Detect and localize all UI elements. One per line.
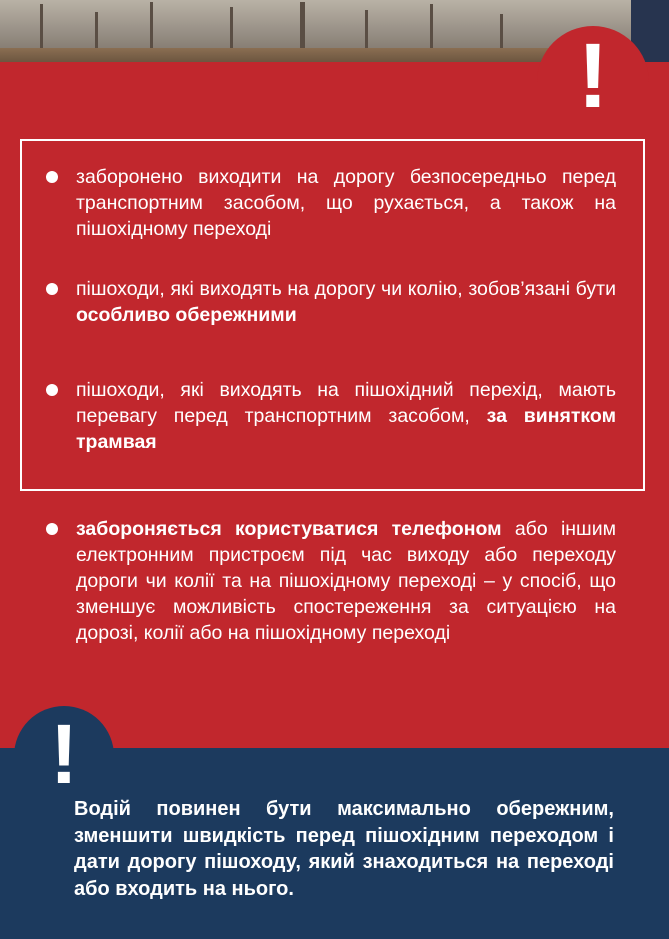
bullet-icon xyxy=(46,384,58,396)
list-item xyxy=(46,164,616,242)
bullet-icon xyxy=(46,523,58,535)
rule-text: заборонено виходити на дорогу безпосередньо перед транспортним засобом, що рухається, а також на пішохідному переході xyxy=(76,166,616,240)
rule-text: пішоходи, які виходять на дорогу чи колію, зобов’язані бути особливо обережними xyxy=(76,278,616,326)
rule-text: забороняється користуватися телефоном або іншим електронним пристроєм під час виходу або переходу дороги чи колії та на пішохідному переході – у спосіб, що зменшує можливість спостереження за ситуацією на дорозі, колії або на пішохідному переході xyxy=(76,518,616,644)
driver-note: Водій повинен бути максимально обережним, зменшити швидкість перед пішохідним переходом і дати дорогу пішоходу, який знаходиться на переході або входить на нього. xyxy=(74,798,614,900)
list-item-phone xyxy=(46,516,616,646)
exclamation-icon: ! xyxy=(50,707,78,801)
bullet-icon xyxy=(46,283,58,295)
list-item xyxy=(46,276,616,328)
list-item xyxy=(46,377,616,455)
bullet-icon xyxy=(46,171,58,183)
rule-text: пішоходи, які виходять на пішохідний перехід, мають перевагу перед транспортним засобом, за винятком трамвая xyxy=(76,379,616,453)
exclamation-icon: ! xyxy=(577,25,609,127)
